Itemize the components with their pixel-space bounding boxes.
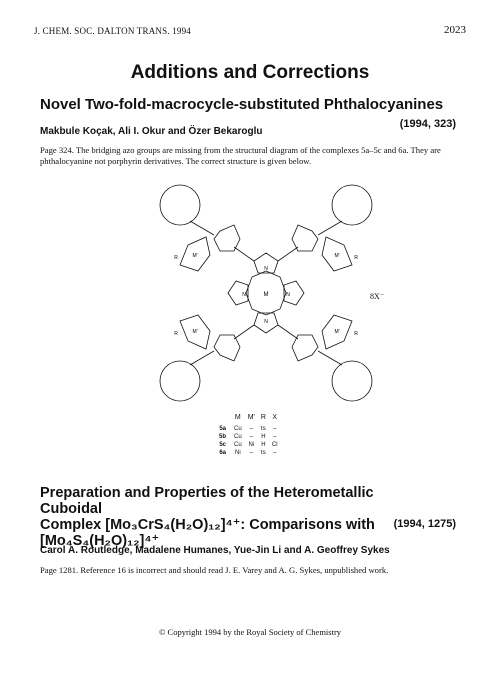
pendant-metal-label: M' [192, 253, 198, 259]
core-n-label: N [242, 292, 246, 298]
pendant-metal-label: M' [192, 329, 198, 335]
pendant-metal-label: M' [334, 253, 340, 259]
table-header-row [216, 414, 281, 425]
running-head: J. CHEM. SOC. DALTON TRANS. 1994 [34, 26, 192, 36]
table-cell: Cu [234, 426, 242, 432]
pendant-metal-label: M' [334, 329, 340, 335]
table-cell: Cu [234, 442, 242, 448]
table-cell: H [261, 434, 266, 440]
page-number: 2023 [444, 24, 466, 36]
section-title: Additions and Corrections [130, 62, 370, 83]
table-cell: 5a [219, 426, 227, 432]
article2-body: Page 1281. Reference 16 is incorrect and should read J. E. Varey and A. G. Sykes, unpublished work. [40, 565, 389, 575]
table-cell: Ni [235, 450, 241, 456]
table-cell: H [261, 442, 266, 448]
table-row [216, 449, 281, 457]
table-cell: ts [261, 450, 266, 456]
core-n-label: N [286, 292, 290, 298]
table-cell: 5b [219, 434, 227, 440]
center-metal-label: M [263, 292, 269, 298]
core-n-label: N [264, 266, 268, 272]
counter-ion-label: 8X⁻ [370, 292, 384, 301]
table-cell: 6a [219, 450, 227, 456]
article2-authors: Carol A. Routledge, Madalene Humanes, Yue-Jin Li and A. Geoffrey Sykes [40, 545, 390, 556]
article2-title-line: Complex [Mo₃CrS₄(H₂O)₁₂]⁴⁺: Comparisons with [40, 517, 375, 533]
substituent-label: R [174, 255, 178, 261]
table-cell: Ni [248, 442, 255, 448]
table-header-cell: R [260, 414, 266, 421]
table-cell: – [273, 450, 277, 456]
substituent-label: R [354, 255, 358, 261]
article1-title: Novel Two-fold-macrocycle-substituted Phthalocyanines [40, 96, 444, 113]
table-row [216, 425, 281, 433]
complex-key-table [216, 414, 281, 457]
table-cell: Cu [234, 434, 242, 440]
core-n-label: N [264, 319, 268, 325]
table-cell: ts [261, 426, 266, 432]
substituent-label: R [354, 331, 358, 337]
table-cell: – [249, 450, 253, 456]
table-row [216, 441, 281, 449]
table-header-cell: M' [247, 414, 255, 421]
article1-reference: (1994, 323) [399, 118, 456, 130]
table-cell: – [273, 434, 277, 440]
table-cell: 5c [219, 442, 227, 448]
article2-reference: (1994, 1275) [393, 518, 456, 530]
article2-title-line: [Mo₄S₄(H₂O)₁₂]⁴⁺ [40, 533, 160, 549]
table-header-cell: X [272, 414, 278, 421]
article2-title-line: Preparation and Properties of the Heterometallic Cuboidal [40, 485, 374, 517]
table-row [216, 433, 281, 441]
table-cell: – [249, 426, 253, 432]
table-header-cell [216, 414, 231, 425]
article2-title [40, 485, 400, 549]
table-cell: Cl [271, 442, 278, 448]
copyright-notice: © Copyright 1994 by the Royal Society of Chemistry [158, 627, 342, 637]
article1-body: Page 324. The bridging azo groups are missing from the structural diagram of the complexes 5a–5c and 6a. They are phthalocyanine not porphyrin derivatives. The correct structure is given below. [40, 145, 441, 166]
table-header-cell: M [234, 414, 241, 421]
phthalocyanine-structure-diagram [150, 175, 382, 411]
substituent-label: R [174, 331, 178, 337]
table-cell: – [273, 426, 277, 432]
article1-authors: Makbule Koçak, Ali I. Okur and Özer Bekaroglu [40, 126, 263, 137]
table-cell: – [249, 434, 253, 440]
